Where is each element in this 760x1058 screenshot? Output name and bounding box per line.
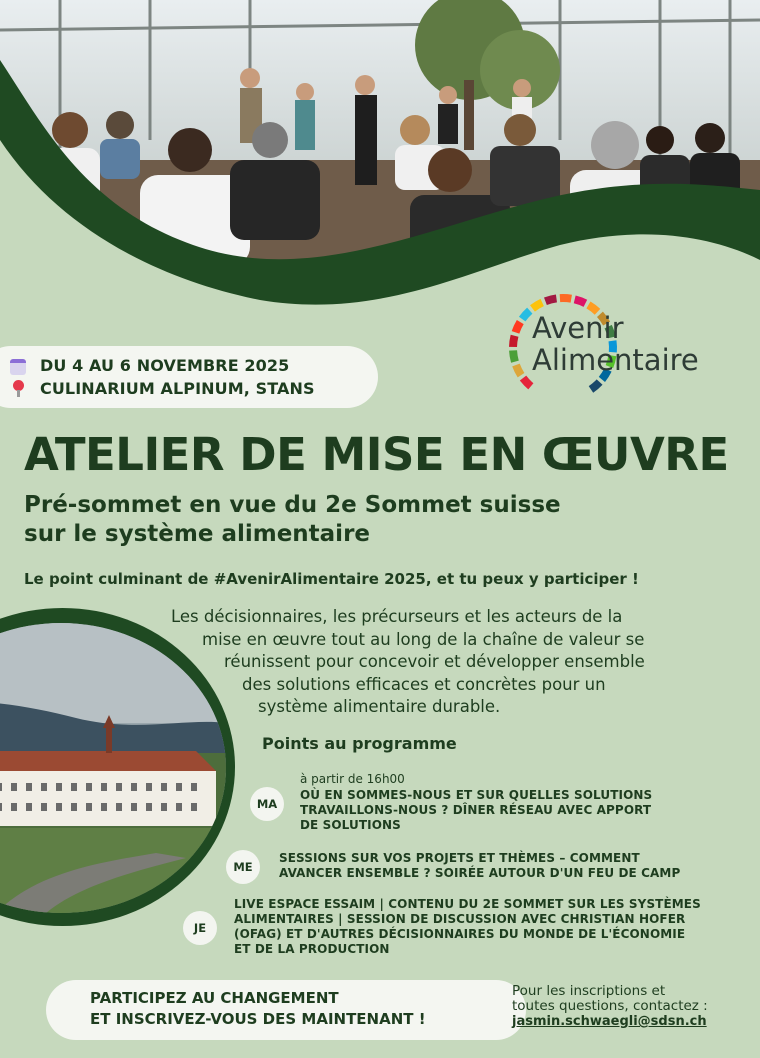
day-badge-wednesday: ME [226,850,260,884]
avenir-alimentaire-logo [505,288,735,408]
intro-line: réunissent pour concevoir et développer ensemble [224,652,645,671]
intro-line: mise en œuvre tout au long de la chaîne de valeur se [202,629,645,649]
intro-line: des solutions efficaces et concrètes pour un [242,674,606,694]
subtitle-line: Pré-sommet en vue du 2e Sommet suisse [24,492,561,518]
intro-paragraph [160,606,740,719]
logo-line-1: Avenir [532,311,624,345]
logo-ring-segment [516,322,521,332]
event-info-pill [0,346,378,408]
intro-line: système alimentaire durable. [258,697,501,716]
program-item-wednesday [279,851,680,881]
event-dates: DU 4 AU 6 NOVEMBRE 2025 [40,356,290,375]
calendar-icon [10,359,26,375]
program-line: OÙ EN SOMMES-NOUS ET SUR QUELLES SOLUTIONS [300,788,653,802]
cta-line-1: PARTICIPEZ AU CHANGEMENT [90,989,339,1007]
program-line: AVANCER ENSEMBLE ? SOIRÉE AUTOUR D'UN FEU DE CAMP [279,866,681,880]
subtitle [24,491,744,549]
logo-ring-segment [522,311,530,319]
logo-line-2: Alimentaire [532,343,699,377]
map-pin-icon [13,380,24,391]
program-line: DE SOLUTIONS [300,818,401,832]
intro-line: Les décisionnaires, les précurseurs et les acteurs de la [171,607,623,626]
logo-ring-segment [513,336,515,347]
logo-ring-segment [591,382,600,389]
cta-pill [46,980,526,1040]
program-item-thursday [234,897,701,957]
program-line: ET DE LA PRODUCTION [234,942,390,956]
contact-email-link[interactable]: jasmin.schwaegli@sdsn.ch [512,1014,707,1029]
tagline: Le point culminant de #AvenirAlimentaire 2025, et tu peux y participer ! [24,570,639,588]
venue-photo [0,623,226,913]
program-item-tuesday [300,788,652,833]
logo-ring-segment [560,298,571,299]
day-badge-thursday: JE [183,911,217,945]
logo-ring-segment [545,298,556,301]
logo-ring-segment [523,378,531,386]
contact-block [512,984,708,1029]
cta-line-2: ET INSCRIVEZ-VOUS DES MAINTENANT ! [90,1010,426,1028]
logo-ring-segment [516,365,521,375]
page-title: ATELIER DE MISE EN ŒUVRE [24,428,729,481]
program-line: ALIMENTAIRES | SESSION DE DISCUSSION AVEC CHRISTIAN HOFER [234,912,686,926]
day-badge-tuesday: MA [250,787,284,821]
logo-ring-segment [575,299,586,303]
program-line: LIVE ESPACE ESSAIM | CONTENU DU 2E SOMMET SUR LES SYSTÈMES [234,897,701,911]
event-location: CULINARIUM ALPINUM, STANS [40,379,315,398]
logo-ring-segment [513,350,515,361]
subtitle-line: sur le système alimentaire [24,521,371,547]
program-title: Points au programme [262,734,457,753]
program-time: à partir de 16h00 [300,772,405,786]
contact-line: Pour les inscriptions et [512,983,666,999]
program-line: TRAVAILLONS-NOUS ? DÎNER RÉSEAU AVEC APPORT [300,803,652,817]
program-line: SESSIONS SUR VOS PROJETS ET THÈMES – COMMENT [279,851,640,865]
program-line: (OFAG) ET D'AUTRES DÉCISIONNAIRES DU MONDE DE L'ÉCONOMIE [234,927,686,941]
contact-line: toutes questions, contactez : [512,998,708,1014]
logo-ring-segment [532,303,542,309]
